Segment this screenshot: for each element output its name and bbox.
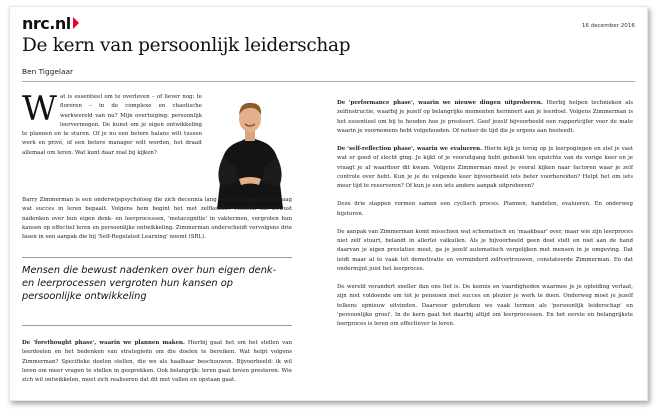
chevron-right-icon: [73, 17, 79, 29]
author-byline: Ben Tiggelaar: [22, 67, 74, 76]
logo-text: nrc.nl: [22, 13, 71, 33]
reflection-lead: De 'self-reflection phase', waarin we evalueren.: [337, 146, 483, 152]
reflection-paragraph: [337, 145, 633, 191]
newspaper-clipping: [9, 6, 648, 401]
header-divider: [22, 81, 635, 82]
zimmerman-paragraph: [22, 196, 292, 242]
pull-quote: Mensen die bewust nadenken over hun eigen denk- en leerprocessen vergroten hun kansen op persoonlijke ontwikkeling: [22, 265, 277, 302]
quote-rule-top: [22, 257, 292, 258]
drop-cap: W: [22, 89, 57, 129]
aanpak-paragraph: De aanpak van Zimmerman komt misschien wat schematisch en 'maakbaar' over, maar wie zijn leerproces niet zelf stuurt, belandt in allerlei valkuilen. Als je bijvoorbeeld geen doel stelt en niet aan de hand daarvan je eigen prestaties meet, ga je jezelf automatisch vergelijken met mensen in je omgeving. Dat leidt maar al te vaak tot demotivatie en verminderd zelfvertrouwen, constateerde Zimmerman. En dat ondermijnt juist het leerproces.: [337, 228, 633, 272]
wereld-paragraph: De wereld verandert sneller dan ons lief is. De kennis en vaardigheden waarmee je je opleiding verlaat, zijn niet voldoende om tot je pensioen met succes en plezier je werk te doen. Onderweg moet je jezelf telkens opnieuw uitvinden. Daarvoor gebruiken we vaak termen als 'persoonlijk leiderschap' en 'persoonlijke groei'. In de kern gaat het daarbij altijd om leerprocessen. En het eerste en belangrijkste leerproces is leren om effectiever te leren.: [337, 284, 633, 327]
intro-paragraph: [22, 89, 202, 158]
performance-body: Hierbij helpen technieken als zelfinstructie, waarbij je jezelf op belangrijke momenten herinnert aan je leerdoel. Volgens Zimmerman is het essentieel om bij te houden hoe je presteert. Geef jezelf bijvoorbeeld een rapportcijfer voor de mate waarin je voornemens hebt volgehouden. Of noteer de tijd die je ergens aan besteedt.: [337, 100, 633, 134]
quote-rule-bottom: [22, 325, 292, 326]
zimmerman-text: Barry Zimmerman is een onderwijspsycholoog die zich decennia lang heeft verdiept in de vraag wat succes in leren bepaalt. Volgens hem begint het met zelfkennis. Mensen die bewust nadenken over hun eigen denk- en leerprocessen, 'metacognitie' in vaktermen, vergroten hun kansen op effectief leren en persoonlijke ontwikkeling. Zimmerman onderscheidt vervolgens drie fasen in een aanpak die hij 'Self-Regulated Learning' noemt (SRL).: [22, 197, 292, 240]
forethought-body: Hierbij gaat het om het stellen van leerdoelen en het bedenken van strategieën om die doelen te bereiken. Wat helpt volgens Zimmerman? Specifieke doelen stellen, die we als haalbaar beschouwen. Bijvoorbeeld: ik wil leren om meer vragen te stellen in gesprekken. Ook belangrijk: leren gaat boven presteren. Wie zich wil ontwikkelen, moet zich realiseren dat dit met vallen en opstaan gaat.: [22, 340, 292, 383]
right-column: [337, 99, 633, 338]
performance-lead: De 'performance phase', waarin we nieuwe dingen uitproberen.: [337, 100, 543, 106]
forethought-lead: De 'forethought phase', waarin we plannen maken.: [22, 340, 185, 346]
forethought-paragraph: [22, 339, 292, 385]
nrc-logo[interactable]: [22, 12, 79, 34]
intro-text: at is essentieel om te overleven – of liever nog: te floreren – in de complexe en chaotische werkwereld van nu? Mijn overtuiging: persoonlijk leervermogen. De kunst om je eigen ontwikkeling te plannen en te sturen. Of je nu een betere balans wilt tussen werk en privé, of een betere manager wilt worden, het draait allemaal om leren. Wat kunt daar zoal bij kijken?: [22, 94, 202, 156]
author-photo: [209, 95, 291, 209]
cycle-paragraph: Deze drie stappen vormen samen een cyclisch proces. Plannen, handelen, evalueren. En onderweg bijsturen.: [337, 201, 633, 217]
reflection-body: Hierin kijk je terug op je leerpogingen en stel je vast wat er goed of slecht ging. Je kijkt of je vooruitgang hebt geboekt ten opzichte van de vorige keer en je vraagt je af waardoor dit kwam. Volgens Zimmerman moet je vooral kijken naar factoren waar je zelf controle over hebt. Kun je je de volgende keer bijvoorbeeld iets beter voorbereiden? Helpt het om iets meer tijd te reserveren? Of kun je een iets andere aanpak uitproberen?: [337, 146, 633, 189]
performance-paragraph: [337, 99, 633, 136]
article-headline: De kern van persoonlijk leiderschap: [22, 35, 351, 56]
publication-date: 16 december 2016: [581, 23, 635, 29]
